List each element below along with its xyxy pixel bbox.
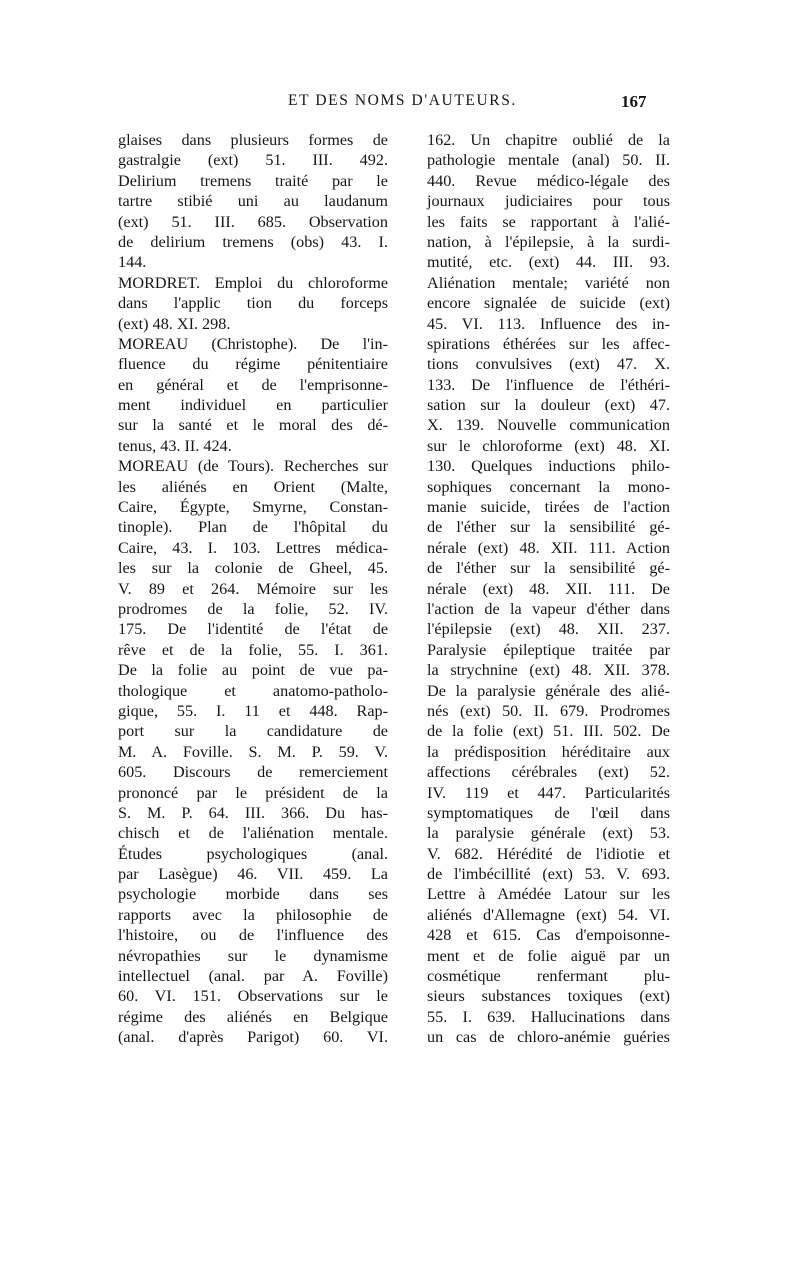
text-line: ment individuel en particulier (118, 396, 388, 415)
text-line: mutité, etc. (ext) 44. III. 93. (427, 253, 670, 272)
running-header (0, 92, 800, 118)
text-line: ment et de folie aiguë par un (427, 946, 670, 965)
text-line: nérale (ext) 48. XII. 111. Action (427, 538, 670, 557)
text-line: 605. Discours de remerciement (118, 763, 388, 782)
text-line: M. A. Foville. S. M. P. 59. V. (118, 742, 388, 761)
text-line: la strychnine (ext) 48. XII. 378. (427, 661, 670, 680)
text-line: MORDRET. Emploi du chloroforme (118, 273, 388, 292)
text-line: MOREAU (Christophe). De l'in- (118, 334, 388, 353)
text-line: rêve et de la folie, 55. I. 361. (118, 640, 388, 659)
text-line: journaux judiciaires pour tous (427, 192, 670, 211)
text-line: l'action de la vapeur d'éther dans (427, 599, 670, 618)
text-line: l'épilepsie (ext) 48. XII. 237. (427, 620, 670, 639)
text-line: la prédisposition héréditaire aux (427, 742, 670, 761)
text-line: les sur la colonie de Gheel, 45. (118, 559, 388, 578)
text-line: de delirium tremens (obs) 43. I. (118, 232, 388, 251)
text-line: chisch et de l'aliénation mentale. (118, 824, 388, 843)
text-line: régime des aliénés en Belgique (118, 1007, 388, 1026)
text-line: symptomatiques de l'œil dans (427, 803, 670, 822)
text-line: sation sur la douleur (ext) 47. (427, 396, 670, 415)
text-line: 133. De l'influence de l'éthéri- (427, 375, 670, 394)
text-line: nés (ext) 50. II. 679. Prodromes (427, 701, 670, 720)
text-line: prodromes de la folie, 52. IV. (118, 599, 388, 618)
page-number: 167 (621, 92, 647, 111)
text-line: Aliénation mentale; variété non (427, 273, 670, 292)
text-line: MOREAU (de Tours). Recherches sur (118, 457, 388, 476)
left-column (118, 130, 388, 1048)
text-line: nérale (ext) 48. XII. 111. De (427, 579, 670, 598)
text-line: prononcé par le président de la (118, 783, 388, 802)
text-line: Études psychologiques (anal. (118, 844, 388, 863)
text-line: de l'imbécillité (ext) 53. V. 693. (427, 865, 670, 884)
text-line: encore signalée de suicide (ext) (427, 294, 670, 313)
text-line: les faits se rapportant à l'alié- (427, 212, 670, 231)
text-line: pathologie mentale (anal) 50. II. (427, 151, 670, 170)
text-line: sieurs substances toxiques (ext) (427, 987, 670, 1006)
text-line: par Lasègue) 46. VII. 459. La (118, 865, 388, 884)
text-line: (ext) 51. III. 685. Observation (118, 212, 388, 231)
text-line: de l'éther sur la sensibilité gé- (427, 559, 670, 578)
text-line: psychologie morbide dans ses (118, 885, 388, 904)
text-line: V. 682. Hérédité de l'idiotie et (427, 844, 670, 863)
text-line: 130. Quelques inductions philo- (427, 457, 670, 476)
text-line: 162. Un chapitre oublié de la (427, 131, 670, 149)
text-line: de la folie (ext) 51. III. 502. De (427, 722, 670, 741)
text-line: de l'éther sur la sensibilité gé- (427, 518, 670, 537)
text-line: V. 89 et 264. Mémoire sur les (118, 579, 388, 598)
text-line: gastralgie (ext) 51. III. 492. (118, 151, 388, 170)
text-line: dans l'applic tion du forceps (118, 294, 388, 313)
text-line: Caire, 43. I. 103. Lettres médica- (118, 538, 388, 557)
text-line: De la folie au point de vue pa- (118, 661, 388, 680)
running-title: ET DES NOMS D'AUTEURS. (288, 92, 517, 109)
text-line: (ext) 48. XI. 298. (118, 314, 231, 333)
text-line: 144. (118, 253, 147, 272)
right-column (427, 130, 670, 1048)
text-line: tenus, 43. II. 424. (118, 436, 232, 455)
text-line: tartre stibié uni au laudanum (118, 192, 388, 211)
text-line: port sur la candidature de (118, 722, 388, 741)
text-line: 45. VI. 113. Influence des in- (427, 314, 670, 333)
text-line: gique, 55. I. 11 et 448. Rap- (118, 701, 388, 720)
text-line: rapports avec la philosophie de (118, 905, 388, 924)
text-line: 55. I. 639. Hallucinations dans (427, 1007, 670, 1026)
text-line: sur la santé et le moral des dé- (118, 416, 388, 435)
text-line: affections cérébrales (ext) 52. (427, 763, 670, 782)
text-line: 428 et 615. Cas d'empoisonne- (427, 926, 670, 945)
text-line: névropathies sur le dynamisme (118, 946, 388, 965)
text-line: intellectuel (anal. par A. Foville) (118, 967, 388, 986)
text-line: les aliénés en Orient (Malte, (118, 477, 388, 496)
text-line: (anal. d'après Parigot) 60. VI. (118, 1028, 388, 1047)
text-line: De la paralysie générale des alié- (427, 681, 670, 700)
text-line: sophiques concernant la mono- (427, 477, 670, 496)
text-line: en général et de l'emprisonne- (118, 375, 388, 394)
text-line: Caire, Égypte, Smyrne, Constan- (118, 498, 388, 517)
text-line: aliénés d'Allemagne (ext) 54. VI. (427, 905, 670, 924)
text-line: fluence du régime pénitentiaire (118, 355, 388, 374)
text-line: 60. VI. 151. Observations sur le (118, 987, 388, 1006)
text-line: Lettre à Amédée Latour sur les (427, 885, 670, 904)
text-line: spirations éthérées sur les affec- (427, 334, 670, 353)
text-line: nation, à l'épilepsie, à la surdi- (427, 232, 670, 251)
text-line: un cas de chloro-anémie guéries (427, 1028, 670, 1047)
text-line: tinople). Plan de l'hôpital du (118, 518, 388, 537)
text-line: manie suicide, tirées de l'action (427, 498, 670, 517)
text-line: 440. Revue médico-légale des (427, 171, 670, 190)
text-line: tions convulsives (ext) 47. X. (427, 355, 670, 374)
text-line: cosmétique renfermant plu- (427, 967, 670, 986)
text-line: Delirium tremens traité par le (118, 171, 388, 190)
text-line: Paralysie épileptique traitée par (427, 640, 670, 659)
text-line: la paralysie générale (ext) 53. (427, 824, 670, 843)
text-line: IV. 119 et 447. Particularités (427, 783, 670, 802)
text-line: l'histoire, ou de l'influence des (118, 926, 388, 945)
text-line: S. M. P. 64. III. 366. Du has- (118, 803, 388, 822)
text-line: sur le chloroforme (ext) 48. XI. (427, 436, 670, 455)
text-line: glaises dans plusieurs formes de (118, 131, 388, 149)
text-line: thologique et anatomo-patholo- (118, 681, 388, 700)
text-line: X. 139. Nouvelle communication (427, 416, 670, 435)
text-line: 175. De l'identité de l'état de (118, 620, 388, 639)
